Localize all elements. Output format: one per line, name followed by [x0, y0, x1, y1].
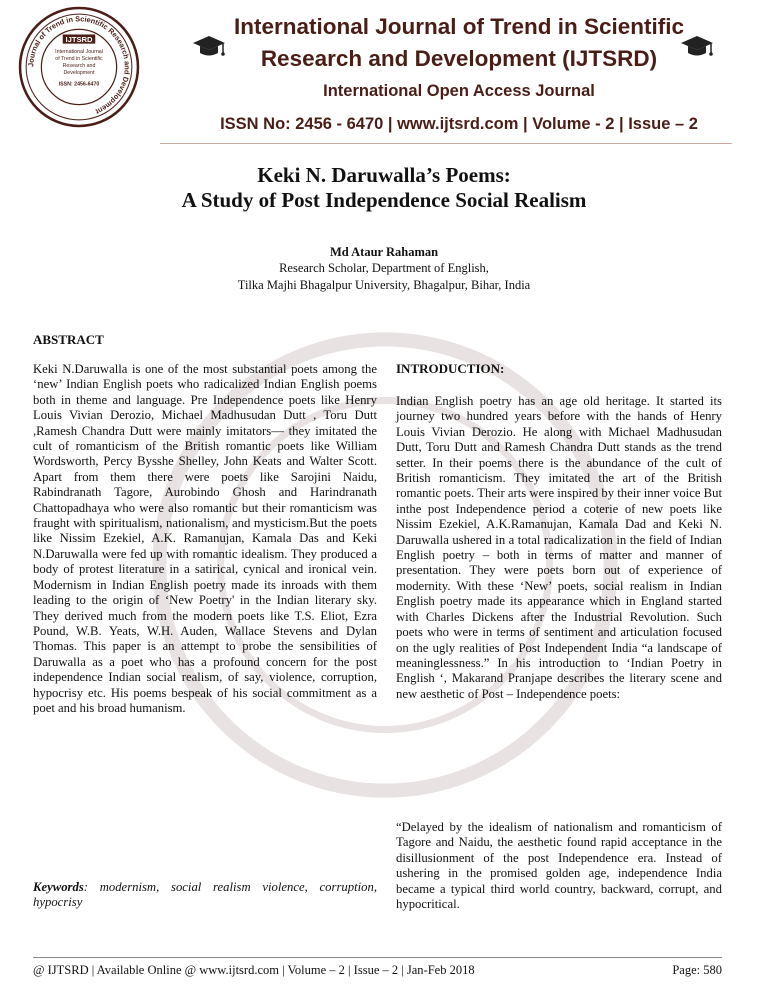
logo-abbrev: IJTSRD	[65, 35, 93, 45]
author-affiliation: Research Scholar, Department of English,	[279, 261, 489, 275]
author-affiliation: Tilka Majhi Bhagalpur University, Bhagalpur, Bihar, India	[237, 278, 531, 292]
journal-title-line1: International Journal of Trend in Scientific	[233, 14, 685, 39]
keywords-label: Keywords	[33, 880, 84, 894]
introduction-quote: “Delayed by the idealism of nationalism and romanticism of Tagore and Naidu, the aesthetic found rapid acceptance in the disillusionment of the post Independence era. Instead of ushering in the promised golden age, independence India became a typical third world country, backward, corrupt, and hypocritical.	[396, 820, 722, 912]
introduction-heading: INTRODUCTION:	[396, 361, 505, 376]
abstract-text: Keki N.Daruwalla is one of the most substantial poets among the ‘new’ Indian English poets who radicalized Indian English poems both in theme and language. Pre Independence poets like Henry Louis Vivian Derozio, Michael Madhusudan Dutt , Toru Dutt ,Ramesh Chandra Dutt were mainly imitators— they imitated the cult of romanticism of the British romantic poets like William Wordsworth, Percy Bysshe Shelley, John Keats and Walter Scott. Apart from them there were poets like Sarojini Naidu, Rabindranath Tagore, Aurobindo Ghosh and Harindranath Chattopadhaya who were also romantic but their romanticism was fraught with spiritualism, nationalism, and mysticism.But the poets like Nissim Ezekiel, A.K. Ramanujan, Kamala Das and Keki N.Daruwalla were fed up with romantic idealism. They produced a body of protest literature in a satirical, cynical and ironical vein. Modernism in Indian English poetry made its inroads with them leading to the origin of ‘New Poetry' in the Indian literary sky. They derived much from the modern poets like T.S. Eliot, Ezra Pound, W.B. Yeats, W.H. Auden, Wallace Stevens and Dylan Thomas. This paper is an attempt to probe the sensibilities of Daruwalla as a poet who has a profound concern for the post independence Indian social realism, of say, violence, corruption, hypocrisy etc. His poems bespeak of his social commitment as a poet and his broad humanism.	[33, 362, 377, 715]
issn-line: ISSN No: 2456 - 6470 | www.ijtsrd.com | Volume - 2 | Issue – 2	[220, 115, 698, 133]
logo-line: Research and	[62, 63, 96, 69]
header-divider	[160, 143, 732, 144]
journal-title-line2: Research and Development (IJTSRD)	[260, 46, 658, 71]
logo-line: of Trend in Scientific	[55, 55, 103, 62]
introduction-text: Indian English poetry has an age old heritage. It started its journey two hundred years before with the hands of Henry Louis Vivian Derozio. He along with Michael Madhusudan Dutt, Toru Dutt and Ramesh Chandra Dutt stands as the trend setter. In their poems there is the abundance of the cult of British romanticism. They imitated the art of the British romantic poets. Their arts were inspired by their inner voice But inthe post Independence period a coterie of new poets like Nissim Ezekiel, A.K.Ramanujan, Kamala Dad and Keki N. Daruwalla ushered in a total radicalization in the field of Indian English poetry – both in terms of matter and manner of presentation. They were poets born out of experience of modernity. With these ‘New’ poets, social realism in Indian English poetry made its appearance which in England started with Charles Dickens after the Industrial Revolution. Such poets who were in terms of sentiment and articulation focused on the ugly realities of Post Independent India “a landscape of meaninglessness.” In his introduction to ‘Indian Poetry in English ‘, Makarand Pranjape describes the literary scene and new aesthetic of Post – Independence poets:	[396, 394, 722, 701]
logo-issn: ISSN: 2456-6470	[58, 81, 100, 88]
footer-divider	[33, 957, 722, 958]
keywords	[33, 880, 377, 911]
paper-title-line1: Keki N. Daruwalla’s Poems:	[257, 163, 511, 187]
footer-citation: @ IJTSRD | Available Online @ www.ijtsrd.com | Volume – 2 | Issue – 2 | Jan-Feb 2018	[33, 963, 475, 977]
abstract-heading: ABSTRACT	[33, 332, 104, 347]
logo-line: Development	[63, 70, 95, 77]
keywords-text: : modernism, social realism violence, corruption, hypocrisy	[33, 880, 377, 910]
logo-line: International Journal	[55, 48, 103, 55]
page-number: Page: 580	[672, 963, 722, 977]
journal-logo	[18, 6, 140, 128]
open-access-label: International Open Access Journal	[323, 82, 595, 100]
author-name: Md Ataur Rahaman	[329, 245, 439, 259]
logo-ring-text: Journal of Trend in Scientific Research and Development	[26, 14, 132, 117]
paper-title-line2: A Study of Post Independence Social Realism	[181, 188, 587, 212]
